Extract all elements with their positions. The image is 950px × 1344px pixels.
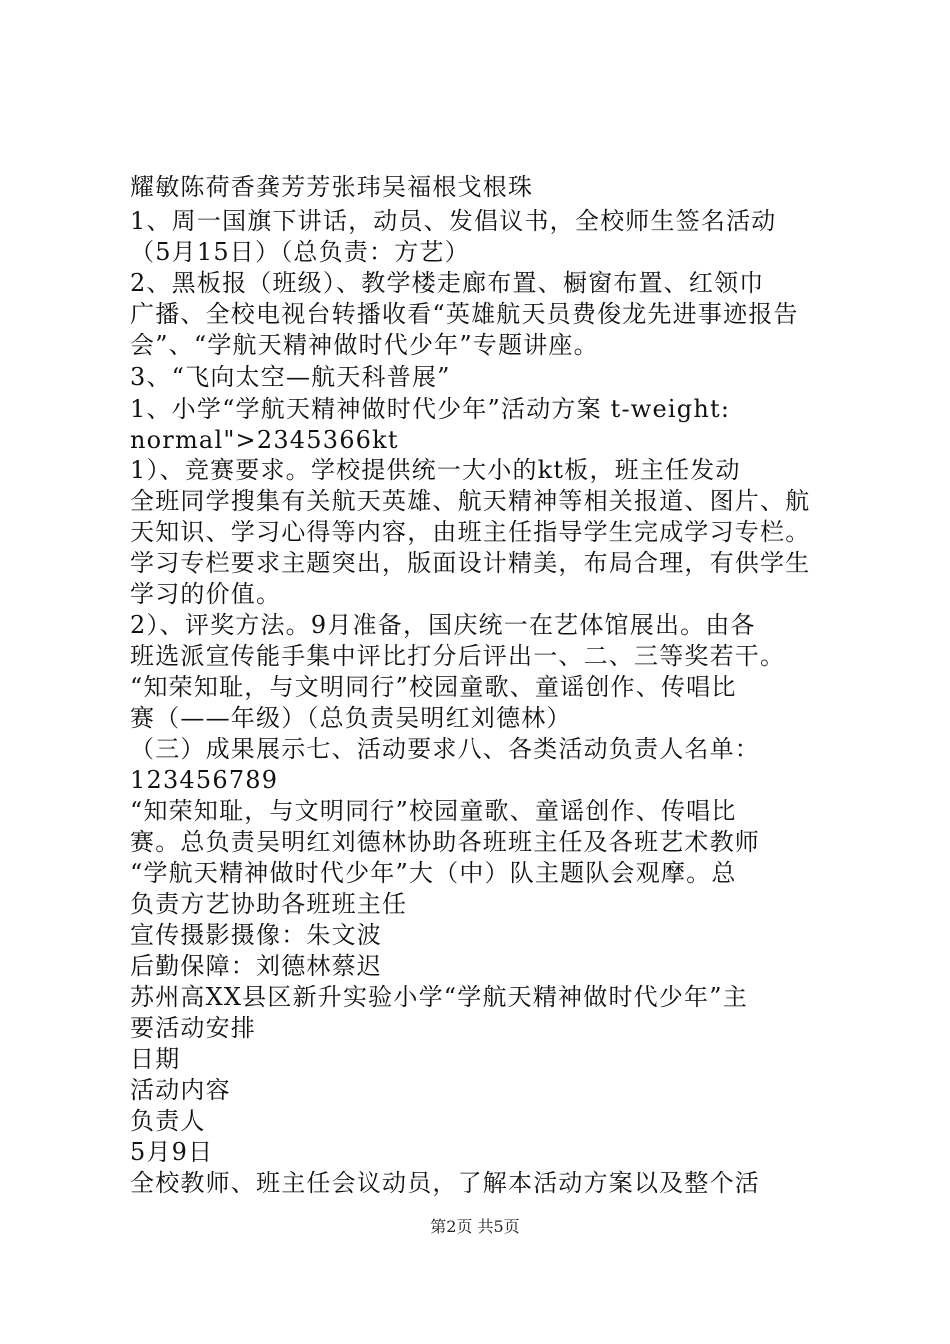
text-line: （三）成果展示七、活动要求八、各类活动负责人名单： (130, 735, 760, 763)
text-line: 2、黑板报（班级）、教学楼走廊布置、橱窗布置、红领巾 (130, 269, 765, 297)
text-line: “知荣知耻，与文明同行”校园童歌、童谣创作、传唱比 (130, 673, 737, 701)
text-line: 活动内容 (130, 1076, 231, 1104)
text-line: 学习的价值。 (130, 580, 282, 608)
text-line: 全班同学搜集有关航天英雄、航天精神等相关报道、图片、航 (130, 487, 811, 515)
text-line: 全校教师、班主任会议动员，了解本活动方案以及整个活 (130, 1169, 760, 1197)
text-line: 苏州高XX县区新升实验小学“学航天精神做时代少年”主 (130, 983, 748, 1011)
text-line: 要活动安排 (130, 1014, 256, 1042)
text-line: 宣传摄影摄像：朱文波 (130, 921, 382, 949)
text-line: 1）、竞赛要求。学校提供统一大小的kt板，班主任发动 (130, 456, 741, 484)
text-line: 赛（——年级）（总负责吴明红刘德林） (130, 704, 572, 732)
text-line: 广播、全校电视台转播收看“英雄航天员费俊龙先进事迹报告 (130, 300, 799, 328)
text-line: 学习专栏要求主题突出，版面设计精美，布局合理，有供学生 (130, 549, 811, 577)
page-footer: 第2页 共5页 (430, 1217, 520, 1236)
text-line: 1、周一国旗下讲话，动员、发倡议书，全校师生签名活动 (130, 207, 777, 235)
text-line: 1、小学“学航天精神做时代少年”活动方案 t-weight: (130, 395, 731, 423)
text-line: 负责人 (130, 1107, 206, 1135)
text-line: 123456789 (130, 766, 279, 794)
text-line: 耀敏陈荷香龚芳芳张玮吴福根戈根珠 (130, 173, 534, 201)
text-line: “知荣知耻，与文明同行”校园童歌、童谣创作、传唱比 (130, 797, 737, 825)
text-line: 会”、“学航天精神做时代少年”专题讲座。 (130, 331, 599, 359)
text-line: 负责方艺协助各班班主任 (130, 890, 408, 918)
text-line: “学航天精神做时代少年”大（中）队主题队会观摩。总 (130, 859, 737, 887)
text-line: 后勤保障：刘德林蔡迟 (130, 952, 382, 980)
text-line: normal">2345366kt (130, 426, 399, 454)
text-line: 天知识、学习心得等内容，由班主任指导学生完成学习专栏。 (130, 518, 811, 546)
text-line: 赛。总负责吴明红刘德林协助各班班主任及各班艺术教师 (130, 828, 760, 856)
text-line: （5月15日）（总负责：方艺） (130, 238, 470, 266)
text-line: 3、“飞向太空—航天科普展” (130, 363, 451, 391)
text-line: 日期 (130, 1045, 181, 1073)
text-line: 5月9日 (130, 1138, 214, 1166)
text-line: 2）、评奖方法。9月准备，国庆统一在艺体馆展出。由各 (130, 611, 756, 639)
text-line: 班选派宣传能手集中评比打分后评出一、二、三等奖若干。 (130, 642, 786, 670)
